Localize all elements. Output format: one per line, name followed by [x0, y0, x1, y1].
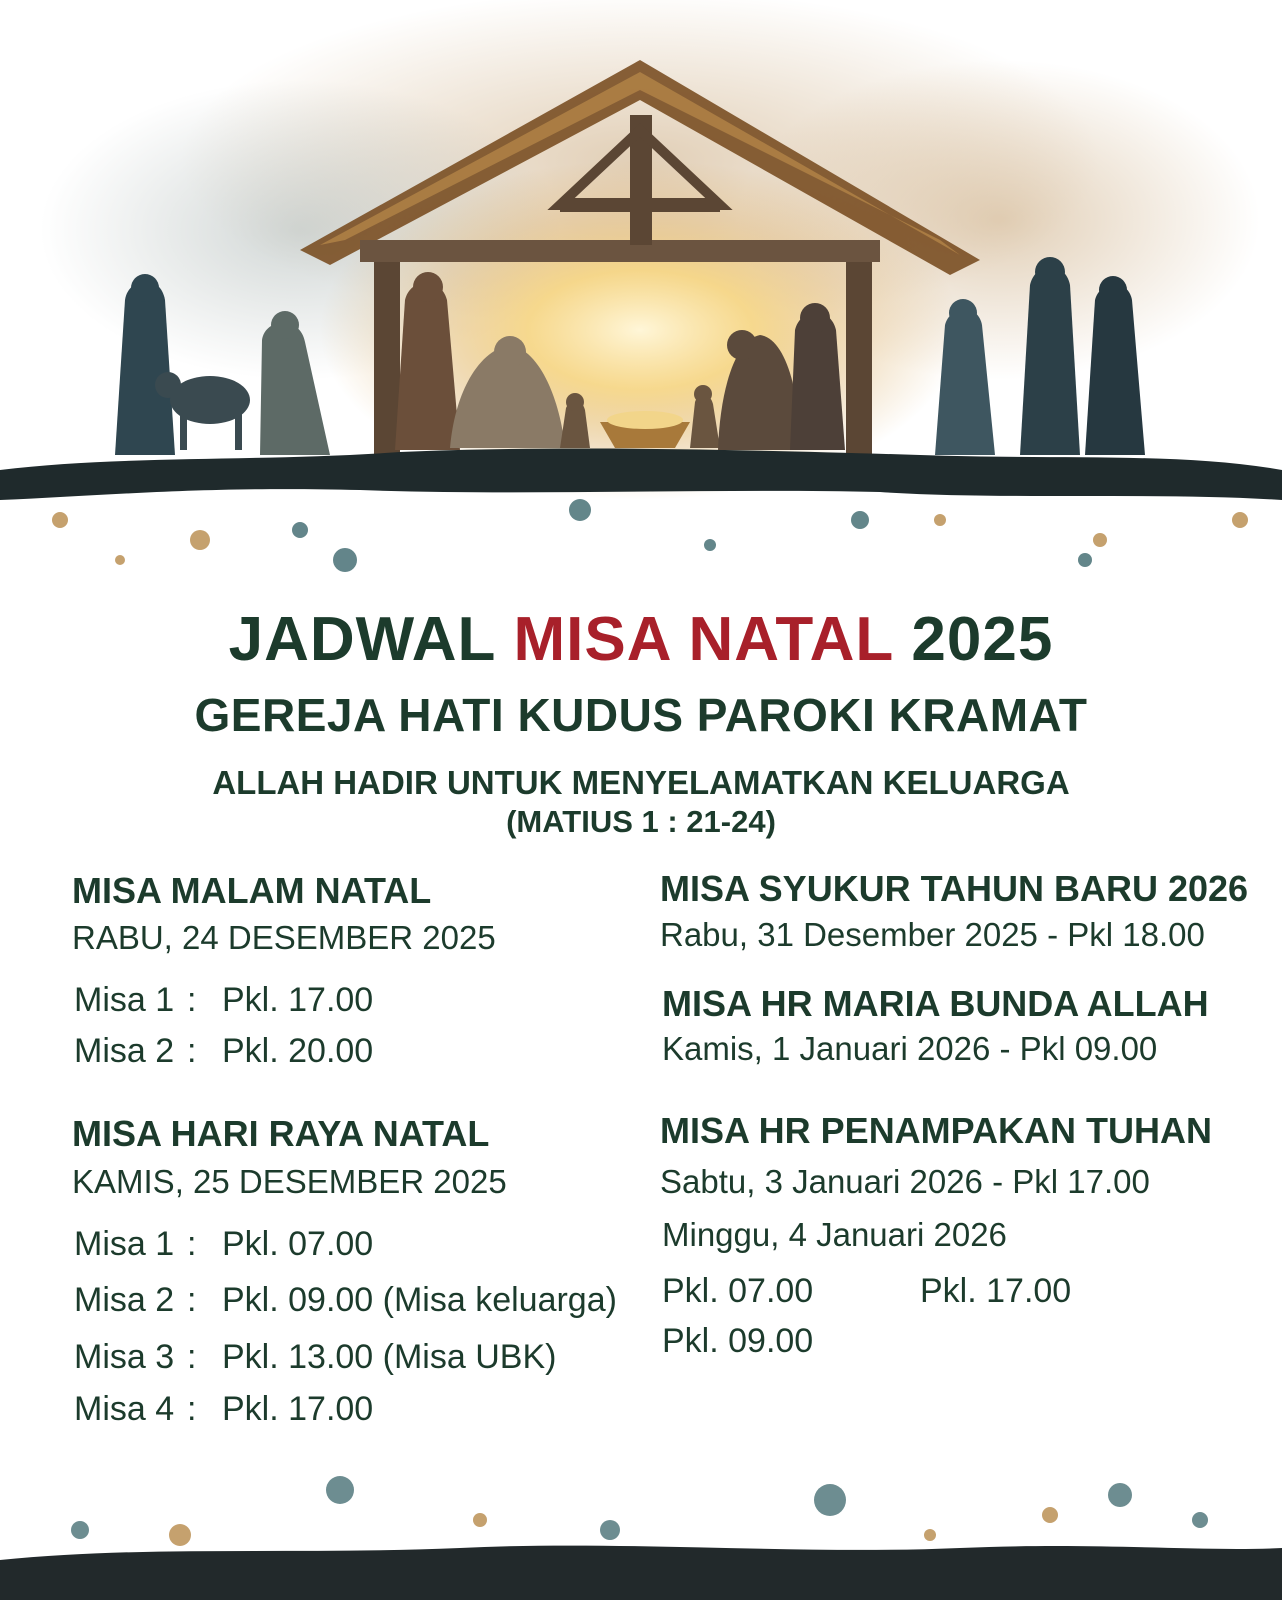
- mass-label: Misa 1: [74, 1225, 175, 1263]
- splatter-top-icon: [52, 512, 1248, 565]
- mass-label: Misa 2: [74, 1281, 175, 1319]
- splatter-teal-icon: [292, 499, 1092, 572]
- mass-colon: :: [187, 981, 197, 1019]
- manger-icon: [600, 411, 690, 448]
- page-title: [0, 605, 1282, 675]
- section-line-minggu: Minggu, 4 Januari 2026: [662, 1216, 1007, 1253]
- mass-time: Pkl. 17.00: [920, 1272, 1072, 1310]
- mass-time: Pkl. 13.00 (Misa UBK): [222, 1338, 557, 1376]
- mass-label: Misa 3: [74, 1338, 175, 1376]
- mass-colon: :: [187, 1225, 197, 1263]
- mass-colon: :: [187, 1390, 197, 1428]
- mass-label: Misa 2: [74, 1032, 175, 1070]
- mass-label: Misa 4: [74, 1390, 175, 1428]
- mass-time: Pkl. 09.00 (Misa keluarga): [222, 1281, 617, 1319]
- mass-colon: :: [187, 1032, 197, 1070]
- mass-time: Pkl. 07.00: [662, 1272, 814, 1310]
- title-part-3: 2025: [911, 605, 1054, 674]
- section-title-hari-raya-natal: MISA HARI RAYA NATAL: [72, 1113, 490, 1154]
- mass-colon: :: [187, 1281, 197, 1319]
- splatter-bottom-icon: [71, 1476, 1208, 1540]
- theme-text: ALLAH HADIR UNTUK MENYELAMATKAN KELUARGA: [212, 764, 1070, 801]
- mass-time: Pkl. 17.00: [222, 981, 374, 1019]
- mass-label: Misa 1: [74, 981, 175, 1019]
- mass-time: Pkl. 07.00: [222, 1225, 374, 1263]
- mass-time: Pkl. 17.00: [222, 1390, 374, 1428]
- section-title-maria-bunda-allah: MISA HR MARIA BUNDA ALLAH: [662, 983, 1209, 1024]
- section-line-sabtu: Sabtu, 3 Januari 2026 - Pkl 17.00: [660, 1163, 1150, 1200]
- mass-time: Pkl. 20.00: [222, 1032, 374, 1070]
- section-line-maria-bunda-allah: Kamis, 1 Januari 2026 - Pkl 09.00: [662, 1030, 1158, 1067]
- section-date-malam-natal: RABU, 24 DESEMBER 2025: [72, 919, 496, 956]
- section-title-penampakan-tuhan: MISA HR PENAMPAKAN TUHAN: [660, 1110, 1212, 1151]
- mass-time: Pkl. 09.00: [662, 1322, 814, 1360]
- verse-text: (MATIUS 1 : 21-24): [506, 804, 776, 839]
- mass-colon: :: [187, 1338, 197, 1376]
- section-title-tahun-baru: MISA SYUKUR TAHUN BARU 2026: [660, 868, 1249, 909]
- section-date-hari-raya-natal: KAMIS, 25 DESEMBER 2025: [72, 1163, 507, 1200]
- section-title-malam-natal: MISA MALAM NATAL: [72, 870, 432, 911]
- title-part-2: MISA NATAL: [513, 605, 894, 674]
- church-name: GEREJA HATI KUDUS PAROKI KRAMAT: [194, 689, 1088, 741]
- section-line-tahun-baru: Rabu, 31 Desember 2025 - Pkl 18.00: [660, 916, 1205, 953]
- title-part-1: JADWAL: [228, 605, 496, 674]
